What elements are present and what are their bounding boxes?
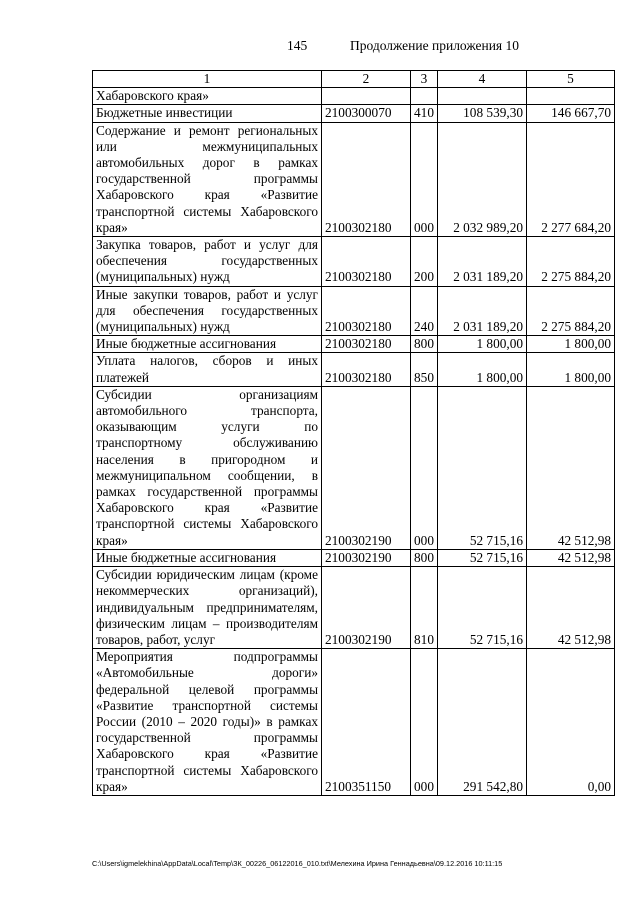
table-row	[93, 105, 615, 122]
row-expense-type-cell: 000	[411, 386, 438, 549]
row-name-cell: Закупка товаров, работ и услуг для обеспечения государственных (муниципальных) нужд	[93, 237, 322, 287]
row-expense-type-cell: 810	[411, 567, 438, 649]
row-code-cell: 2100302180	[322, 237, 411, 287]
row-code-cell: 2100302180	[322, 122, 411, 236]
row-expense-type-cell: 410	[411, 105, 438, 122]
row-sum-2017-cell: 52 715,16	[438, 567, 527, 649]
column-header: 1	[93, 71, 322, 88]
row-code-cell: 2100302180	[322, 286, 411, 336]
table-row	[93, 353, 615, 386]
row-name-cell: Уплата налогов, сборов и иных платежей	[93, 353, 322, 386]
appendix-continuation-title: Продолжение приложения 10	[350, 38, 520, 53]
table-row	[93, 549, 615, 566]
row-sum-2018-cell	[527, 88, 615, 105]
column-header: 2	[322, 71, 411, 88]
row-sum-2017-cell: 1 800,00	[438, 353, 527, 386]
row-expense-type-cell: 000	[411, 649, 438, 796]
page-number: 145	[287, 38, 308, 53]
row-name-cell: Субсидии организациям автомобильного транспорта, оказывающим услуги по транспортному обслуживанию населения в пригородном и межмуниципальном сообщении, в рамках государственной программы Хабаровского края «Развитие транспортной системы Хабаровского края»	[93, 386, 322, 549]
row-expense-type-cell: 850	[411, 353, 438, 386]
row-expense-type-cell: 240	[411, 286, 438, 336]
row-name-cell: Субсидии юридическим лицам (кроме некоммерческих организаций), индивидуальным предпринимателям, физическим лицам – производителям товаров, работ, услуг	[93, 567, 322, 649]
row-code-cell: 2100351150	[322, 649, 411, 796]
row-name-cell: Иные бюджетные ассигнования	[93, 336, 322, 353]
row-name-cell: Бюджетные инвестиции	[93, 105, 322, 122]
table-row	[93, 336, 615, 353]
table-row	[93, 122, 615, 236]
row-sum-2018-cell: 1 800,00	[527, 336, 615, 353]
budget-table	[92, 70, 615, 796]
row-name-cell: Иные бюджетные ассигнования	[93, 549, 322, 566]
row-name-cell: Содержание и ремонт региональных или межмуниципальных автомобильных дорог в рамках государственной программы Хабаровского края «Развитие транспортной системы Хабаровского края»	[93, 122, 322, 236]
row-sum-2018-cell: 2 275 884,20	[527, 237, 615, 287]
row-expense-type-cell	[411, 88, 438, 105]
row-sum-2018-cell: 146 667,70	[527, 105, 615, 122]
column-header: 3	[411, 71, 438, 88]
table-row	[93, 286, 615, 336]
row-sum-2018-cell: 1 800,00	[527, 353, 615, 386]
row-expense-type-cell: 800	[411, 336, 438, 353]
row-code-cell: 2100302180	[322, 353, 411, 386]
table-row	[93, 88, 615, 105]
row-code-cell: 2100302180	[322, 336, 411, 353]
row-code-cell	[322, 88, 411, 105]
table-header-row	[93, 71, 615, 88]
footer-file-path: C:\Users\igmelekhina\AppData\Local\Temp\ЗК_00226_06122016_010.txt\Мелехина Ирина Геннадьевна\09.12.2016 10:11:15	[92, 859, 503, 868]
row-name-cell: Мероприятия подпрограммы «Автомобильные дороги» федеральной целевой программы «Развитие транспортной системы России (2010 – 2020 годы)» в рамках государственной программы Хабаровского края «Развитие транспортной системы Хабаровского края»	[93, 649, 322, 796]
row-sum-2017-cell: 2 031 189,20	[438, 237, 527, 287]
row-name-cell: Хабаровского края»	[93, 88, 322, 105]
row-sum-2018-cell: 42 512,98	[527, 386, 615, 549]
row-sum-2018-cell: 42 512,98	[527, 549, 615, 566]
row-sum-2017-cell: 52 715,16	[438, 549, 527, 566]
page-header	[0, 38, 640, 56]
table-row	[93, 386, 615, 549]
row-sum-2018-cell: 2 277 684,20	[527, 122, 615, 236]
table-row	[93, 567, 615, 649]
row-sum-2018-cell: 2 275 884,20	[527, 286, 615, 336]
row-expense-type-cell: 800	[411, 549, 438, 566]
column-header: 4	[438, 71, 527, 88]
row-sum-2017-cell: 291 542,80	[438, 649, 527, 796]
row-code-cell: 2100302190	[322, 567, 411, 649]
row-name-cell: Иные закупки товаров, работ и услуг для обеспечения государственных (муниципальных) нужд	[93, 286, 322, 336]
row-code-cell: 2100302190	[322, 549, 411, 566]
row-sum-2017-cell: 1 800,00	[438, 336, 527, 353]
row-sum-2017-cell: 52 715,16	[438, 386, 527, 549]
row-sum-2017-cell: 108 539,30	[438, 105, 527, 122]
row-sum-2017-cell: 2 031 189,20	[438, 286, 527, 336]
row-expense-type-cell: 200	[411, 237, 438, 287]
row-sum-2017-cell	[438, 88, 527, 105]
row-sum-2017-cell: 2 032 989,20	[438, 122, 527, 236]
table-row	[93, 649, 615, 796]
row-code-cell: 2100300070	[322, 105, 411, 122]
column-header: 5	[527, 71, 615, 88]
row-sum-2018-cell: 42 512,98	[527, 567, 615, 649]
row-expense-type-cell: 000	[411, 122, 438, 236]
table-body	[93, 88, 615, 796]
row-code-cell: 2100302190	[322, 386, 411, 549]
row-sum-2018-cell: 0,00	[527, 649, 615, 796]
table-row	[93, 237, 615, 287]
